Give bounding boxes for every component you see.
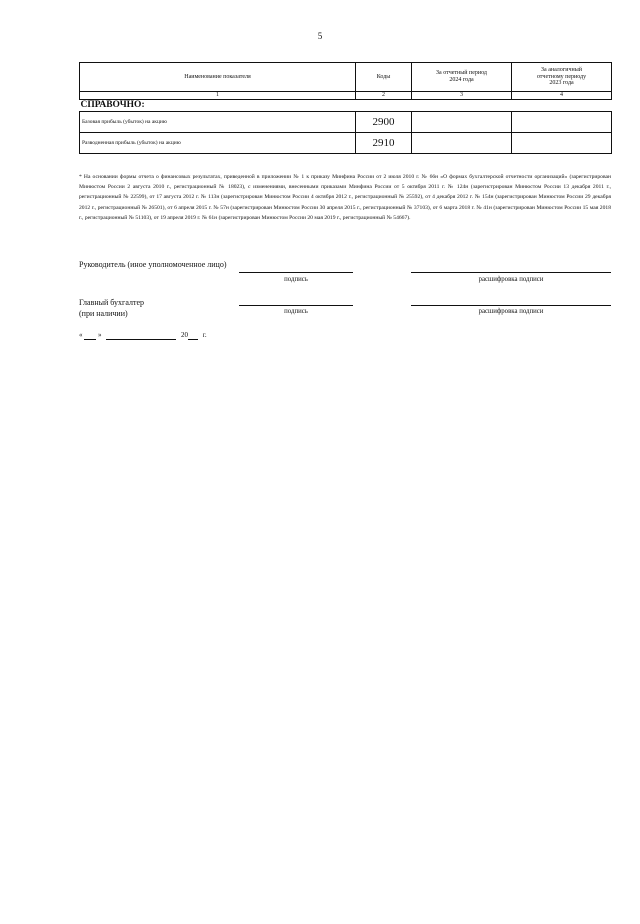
head-signature-caption: подпись bbox=[284, 276, 308, 283]
row-code: 2900 bbox=[356, 111, 412, 132]
column-number: 3 bbox=[412, 92, 512, 100]
section-title-row bbox=[80, 100, 612, 112]
head-decoding-caption: расшифровка подписи bbox=[478, 276, 544, 283]
row-previous-value bbox=[512, 111, 612, 132]
header-codes: Коды bbox=[356, 63, 412, 92]
row-current-value bbox=[412, 132, 512, 153]
column-number: 1 bbox=[80, 92, 356, 100]
head-label: Руководитель (иное уполномоченное лицо) bbox=[79, 260, 227, 269]
head-signature-line bbox=[239, 272, 353, 273]
column-number: 2 bbox=[356, 92, 412, 100]
accountant-signature-line bbox=[239, 305, 353, 306]
row-current-value bbox=[412, 111, 512, 132]
accountant-label: Главный бухгалтер bbox=[79, 298, 144, 307]
day-blank bbox=[84, 331, 96, 340]
month-blank bbox=[106, 331, 176, 340]
year-prefix: 20 bbox=[181, 331, 188, 339]
accountant-decoding-line bbox=[411, 305, 611, 306]
row-previous-value bbox=[512, 132, 612, 153]
footnote: * На основании формы отчета о финансовых результатах, приведенной в приложении № 1 к приказу Минфина России от 2 июля 2010 г. № 66н «О формах бухгалтерской отчетности организаций» (зарегистрирован Минюстом России 2 августа 2010 г., регистрационный № 18023), с изменениями, внесенными приказами Минфина России от 5 октября 2011 г. № 124н (зарегистрирован Минюстом России 13 декабря 2011 г., регистрационный № 22599), от 17 августа 2012 г. № 113н (зарегистрирован Минюстом России 4 октября 2012 г., регистрационный № 25592), от 4 декабря 2012 г. № 154н (зарегистрирован Минюстом России 29 декабря 2012 г., регистрационный № 26501), от 6 апреля 2015 г. № 57н (зарегистрирован Минюстом России 30 апреля 2015 г., регистрационный № 37103), от 6 марта 2018 г. № 41н (зарегистрирован Минюстом России 15 мая 2018 г., регистрационный № 51103), от 19 апреля 2019 г. № 61н (зарегистрирован Минюстом России 20 мая 2019 г., регистрационный № 54667). bbox=[79, 174, 611, 221]
table-header-row bbox=[80, 63, 612, 92]
header-previous-period: За аналогичный отчетному периоду 2023 года bbox=[512, 63, 612, 92]
date-line bbox=[79, 331, 207, 340]
accountant-decoding-caption: расшифровка подписи bbox=[478, 308, 544, 315]
accountant-label-note: (при наличии) bbox=[79, 309, 128, 318]
header-current-period: За отчетный период 2024 года bbox=[412, 63, 512, 92]
date-close-quote: » bbox=[98, 331, 102, 339]
column-number: 4 bbox=[512, 92, 612, 100]
column-numbers-row bbox=[80, 92, 612, 100]
table-row bbox=[80, 111, 612, 132]
head-decoding-line bbox=[411, 272, 611, 273]
table-row bbox=[80, 132, 612, 153]
header-indicator-name: Наименование показателя bbox=[80, 63, 356, 92]
accountant-signature-caption: подпись bbox=[284, 308, 308, 315]
row-label: Базовая прибыль (убыток) на акцию bbox=[80, 111, 356, 132]
reference-table bbox=[79, 62, 612, 154]
year-suffix: г. bbox=[202, 331, 207, 339]
section-title: СПРАВОЧНО: bbox=[80, 100, 145, 110]
page-number: 5 bbox=[317, 31, 323, 41]
row-label: Разводненная прибыль (убыток) на акцию bbox=[80, 132, 356, 153]
year-blank bbox=[188, 331, 198, 340]
date-open-quote: « bbox=[79, 331, 83, 339]
row-code: 2910 bbox=[356, 132, 412, 153]
